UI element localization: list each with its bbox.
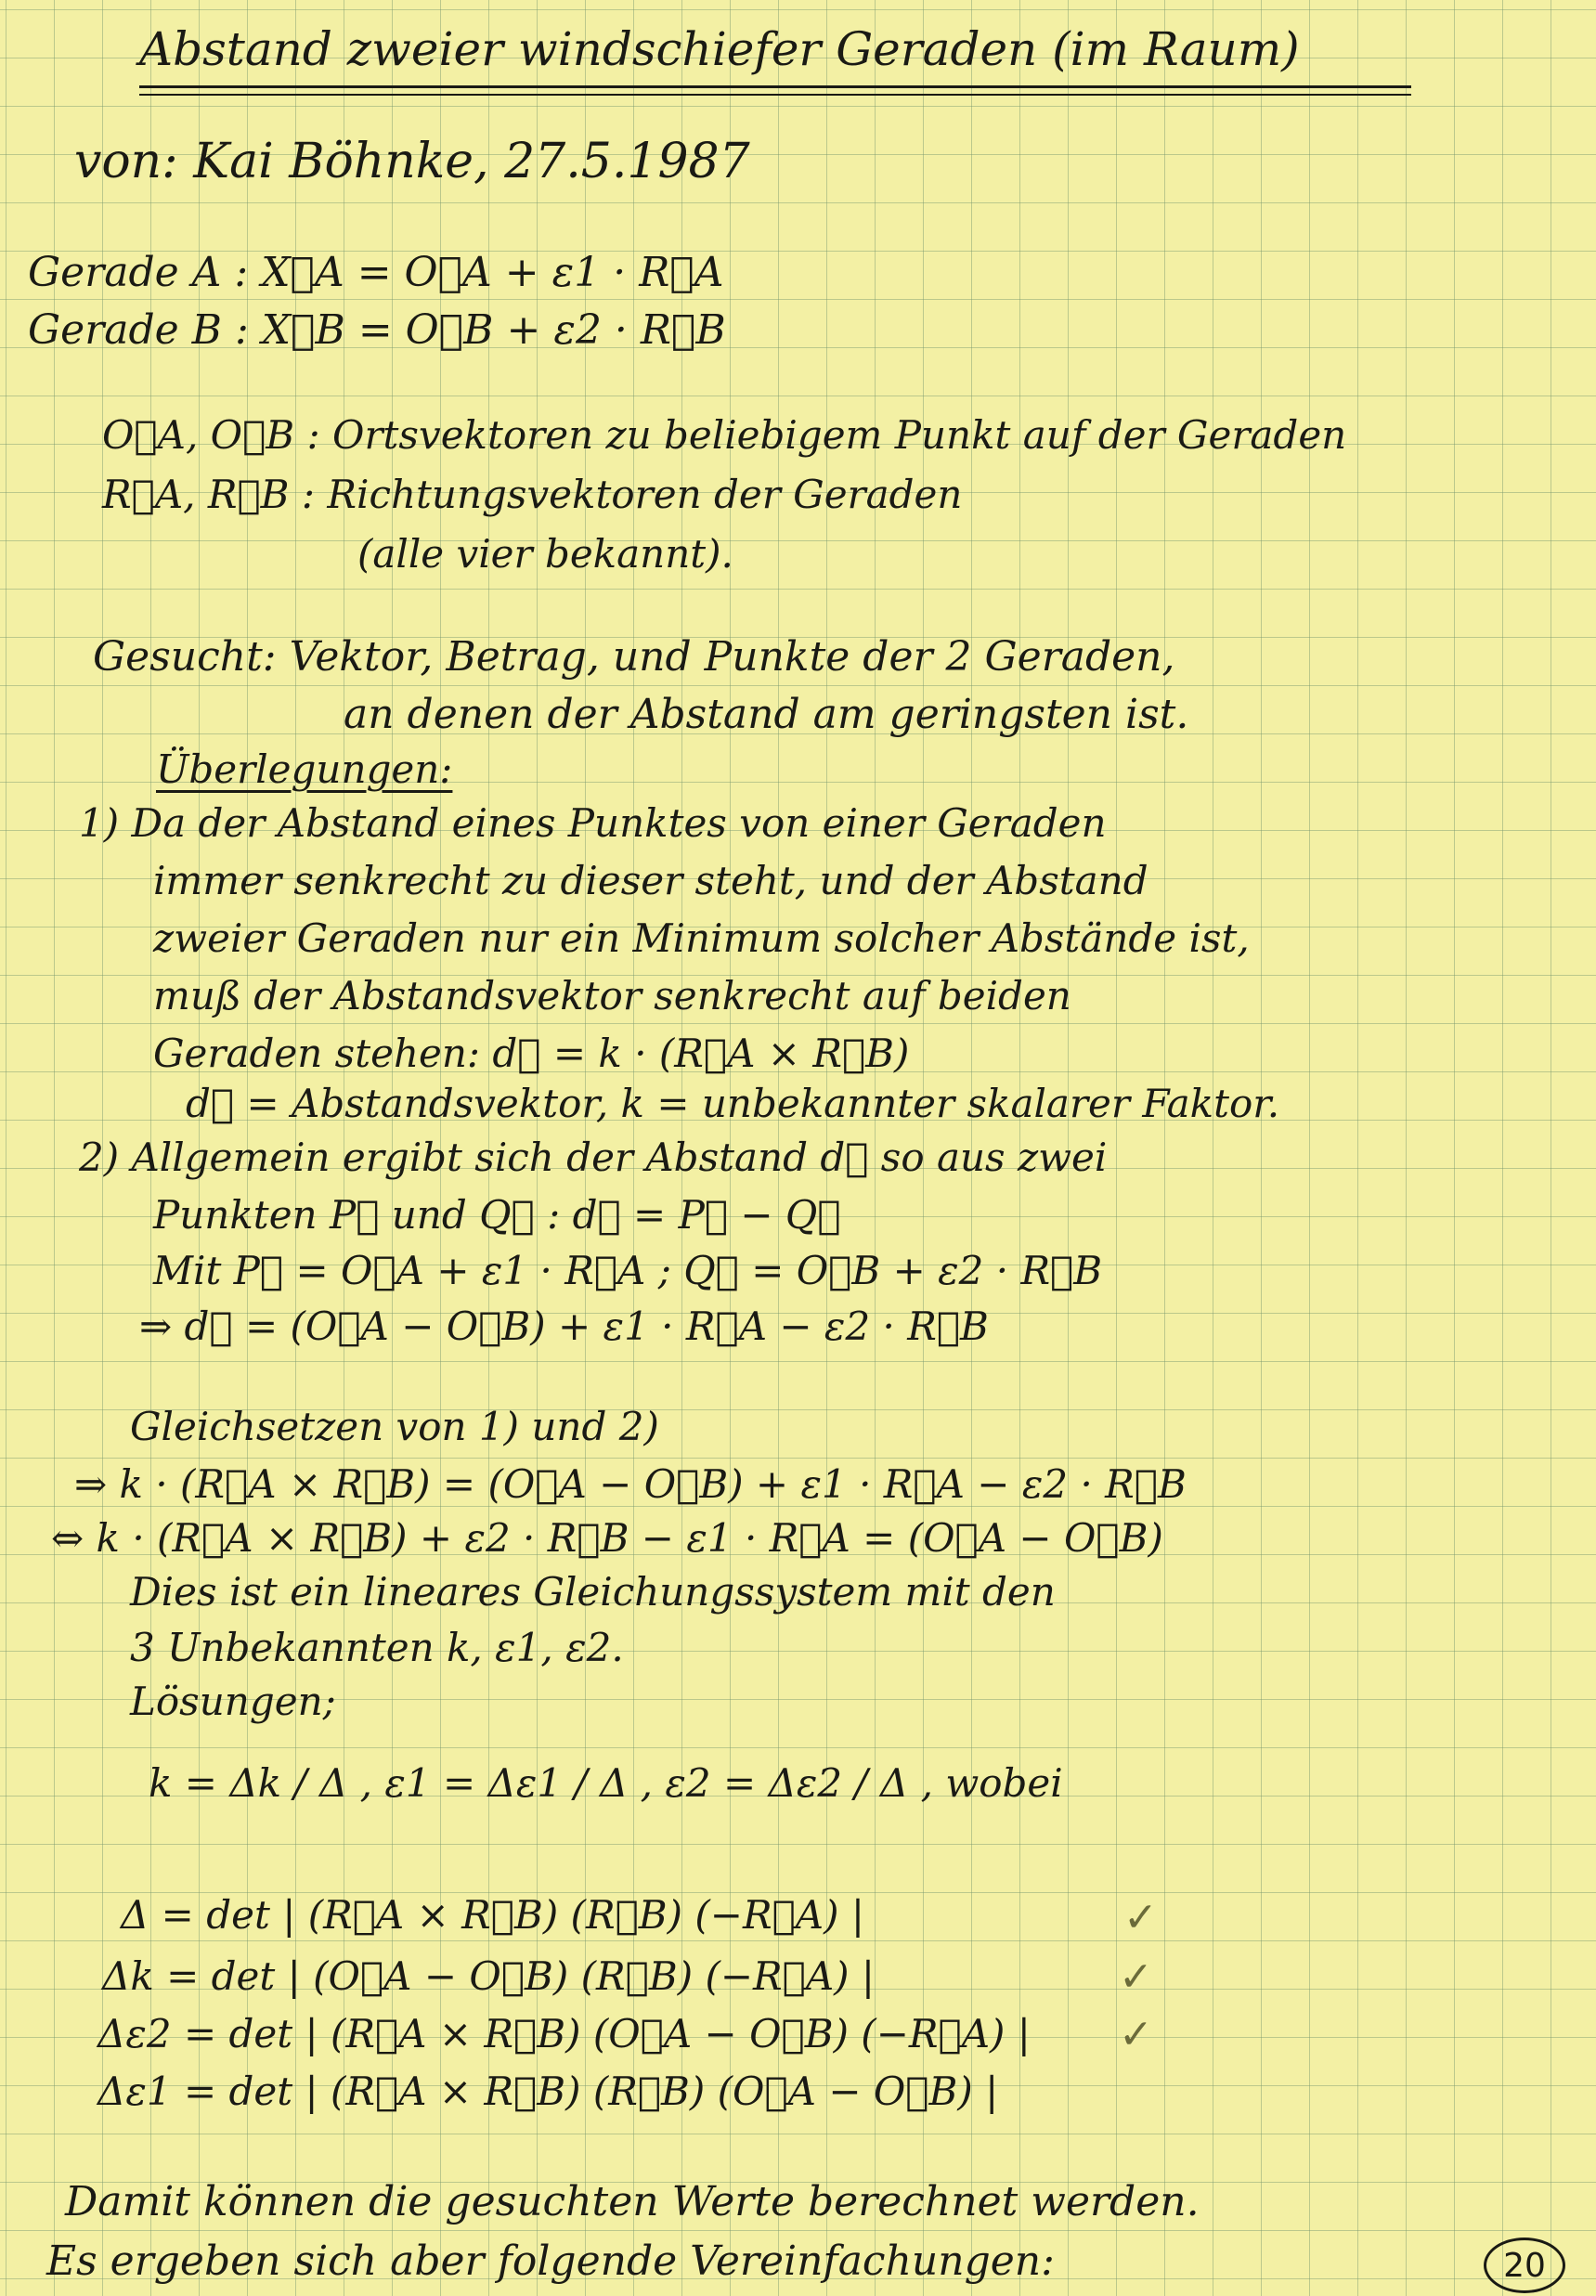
- check-mark: ✓: [1123, 1894, 1158, 1941]
- line-p1-4: muß der Abstandsvektor senkrecht auf beiden: [153, 973, 1071, 1018]
- author-line: von: Kai Böhnke, 27.5.1987: [74, 134, 750, 189]
- line-damit-1: Damit können die gesuchten Werte berechnet werden.: [65, 2178, 1200, 2225]
- line-def-richtungsvektoren: R⃗A, R⃗B : Richtungsvektoren der Geraden: [102, 472, 963, 517]
- line-p1-6: d⃗ = Abstandsvektor, k = unbekannter skalarer Faktor.: [186, 1081, 1280, 1126]
- line-p1-3: zweier Geraden nur ein Minimum solcher Abstände ist,: [153, 915, 1250, 961]
- line-det-delta-k: Δk = det | (O⃗A − O⃗B) (R⃗B) (−R⃗A) |: [102, 1953, 876, 1999]
- line-gerade-a: Gerade A : X⃗A = O⃗A + ε1 · R⃗A: [28, 249, 724, 296]
- page-title: Abstand zweier windschiefer Geraden (im Raum): [139, 22, 1300, 76]
- line-p1-1: 1) Da der Abstand eines Punktes von einer Geraden: [79, 800, 1107, 846]
- line-gerade-b: Gerade B : X⃗B = O⃗B + ε2 · R⃗B: [28, 306, 726, 354]
- line-gleichung-2: ⇔ k · (R⃗A × R⃗B) + ε2 · R⃗B − ε1 · R⃗A = (O⃗A − O⃗B): [51, 1515, 1163, 1561]
- line-loesungen: Lösungen;: [130, 1679, 336, 1724]
- line-det-delta-e2: Δε2 = det | (R⃗A × R⃗B) (O⃗A − O⃗B) (−R⃗A) |: [97, 2011, 1031, 2056]
- line-p2-2: Punkten P⃗ und Q⃗ : d⃗ = P⃗ − Q⃗: [153, 1192, 841, 1238]
- line-p2-4: ⇒ d⃗ = (O⃗A − O⃗B) + ε1 · R⃗A − ε2 · R⃗B: [139, 1304, 989, 1349]
- line-gleichsetzen: Gleichsetzen von 1) und 2): [130, 1404, 659, 1449]
- line-gesucht-1: Gesucht: Vektor, Betrag, und Punkte der 2 Geraden,: [93, 633, 1175, 681]
- title-underline-second: [139, 94, 1411, 96]
- heading-ueberlegungen: Überlegungen:: [156, 746, 453, 792]
- line-det-delta-e1: Δε1 = det | (R⃗A × R⃗B) (R⃗B) (O⃗A − O⃗B) |: [97, 2069, 999, 2114]
- line-def-bekannt: (alle vier bekannt).: [357, 531, 733, 577]
- line-p2-3: Mit P⃗ = O⃗A + ε1 · R⃗A ; Q⃗ = O⃗B + ε2 · R⃗B: [153, 1248, 1103, 1293]
- line-def-ortsvektoren: O⃗A, O⃗B : Ortsvektoren zu beliebigem Punkt auf der Geraden: [102, 412, 1347, 458]
- check-mark: ✓: [1119, 2011, 1153, 2058]
- title-underline: [139, 85, 1411, 88]
- line-gleichung-1: ⇒ k · (R⃗A × R⃗B) = (O⃗A − O⃗B) + ε1 · R⃗A − ε2 · R⃗B: [74, 1461, 1187, 1507]
- line-p2-1: 2) Allgemein ergibt sich der Abstand d⃗ so aus zwei: [79, 1135, 1108, 1180]
- check-mark: ✓: [1119, 1953, 1153, 2001]
- line-p1-2: immer senkrecht zu dieser steht, und der Abstand: [153, 858, 1148, 903]
- line-det-delta: Δ = det | (R⃗A × R⃗B) (R⃗B) (−R⃗A) |: [121, 1892, 864, 1938]
- line-dies-1: Dies ist ein lineares Gleichungssystem mit den: [130, 1569, 1056, 1615]
- line-gesucht-2: an denen der Abstand am geringsten ist.: [344, 691, 1189, 738]
- page-number: 20: [1484, 2238, 1565, 2293]
- line-p1-5: Geraden stehen: d⃗ = k · (R⃗A × R⃗B): [153, 1031, 910, 1076]
- line-solutions: k = Δk / Δ , ε1 = Δε1 / Δ , ε2 = Δε2 / Δ , wobei: [149, 1760, 1063, 1806]
- line-dies-2: 3 Unbekannten k, ε1, ε2.: [130, 1625, 624, 1670]
- line-damit-2: Es ergeben sich aber folgende Vereinfachungen:: [46, 2238, 1055, 2285]
